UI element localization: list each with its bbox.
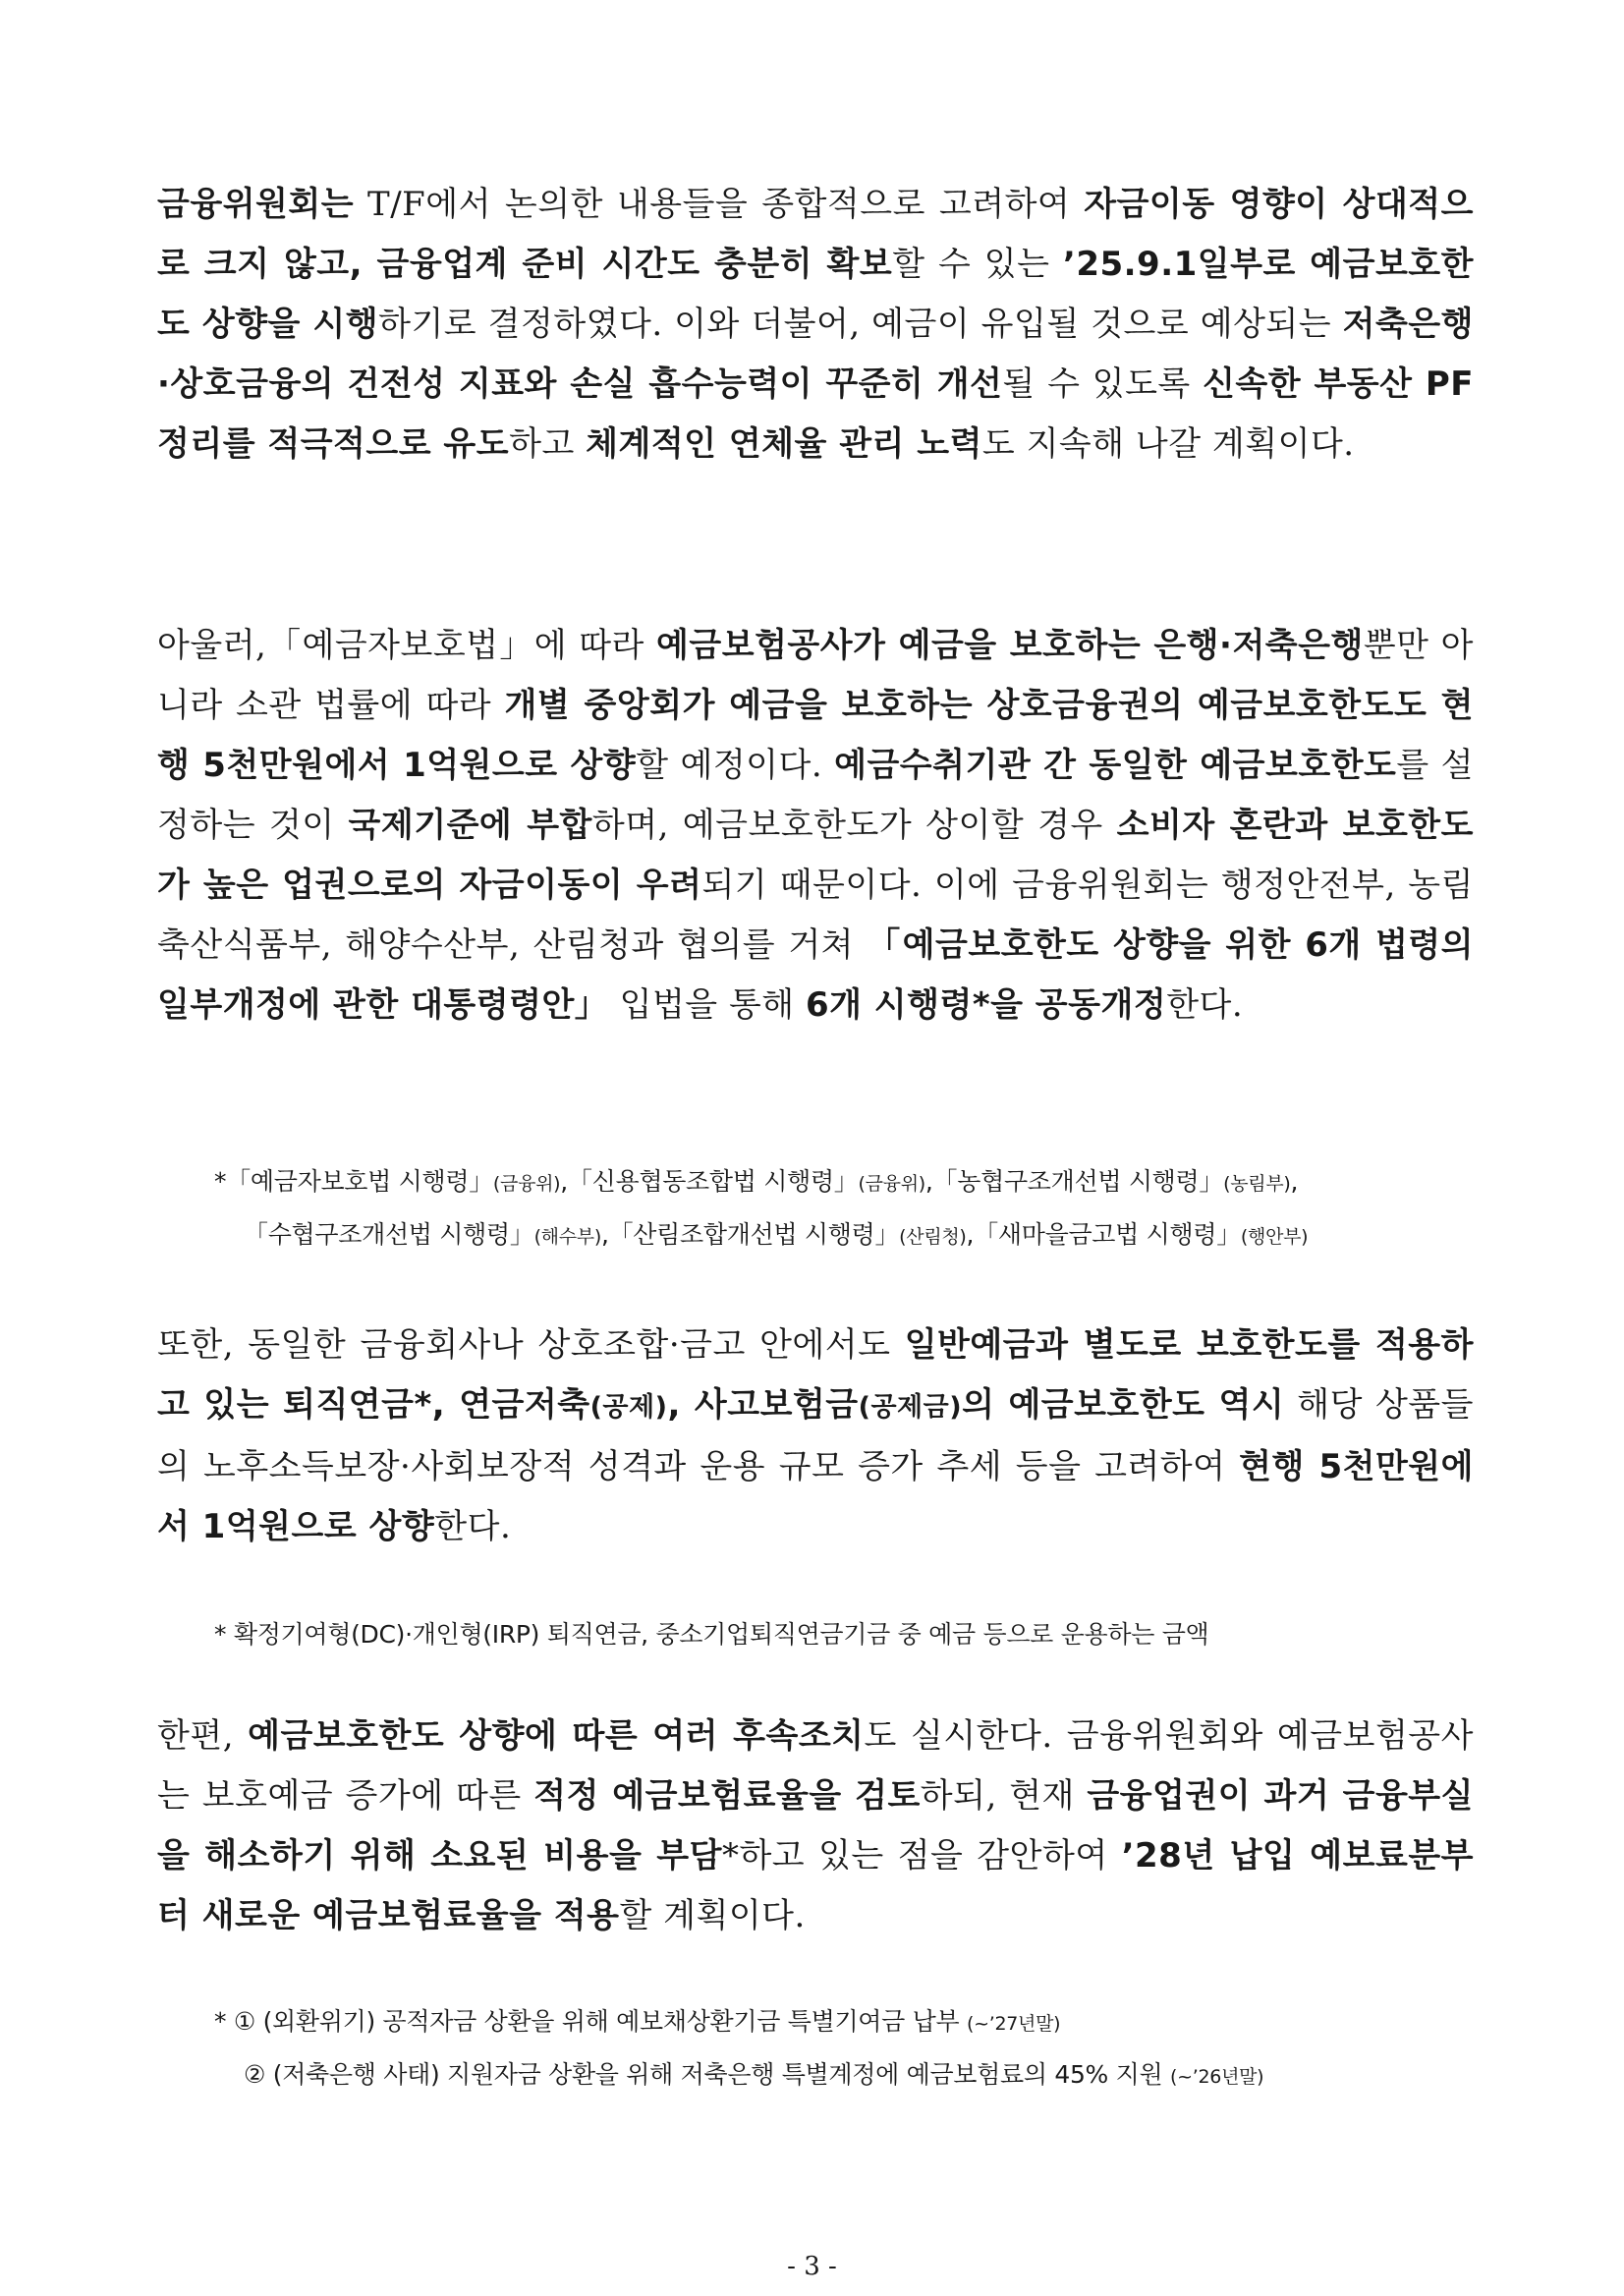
text-bold: 체계적인 연체율 관리 노력 <box>586 424 982 464</box>
paragraph-follow-up <box>157 1707 1474 1946</box>
note-small: (금융위) <box>858 1173 925 1195</box>
text: 하고 <box>509 424 587 464</box>
text-bold: 자금이동 영향이 상대적으로 크지 않고, 금융업계 준비 시간도 충분히 확보 <box>157 185 1474 284</box>
text-bold: 일반예금과 별도로 보호한도를 적용하고 있는 퇴직연금*, 연금저축 <box>157 1325 1474 1425</box>
note-text: *「예금자보호법 시행령」 <box>214 1167 493 1196</box>
text-bold: 소비자 혼란과 보호한도가 높은 업권으로의 자금이동이 우려 <box>157 806 1474 905</box>
text-bold: ’25.9.1일부로 예금보호한도 상향을 시행 <box>157 245 1474 344</box>
note-text: ② (저축은행 사태) 지원자금 상환을 위해 저축은행 특별계정에 예금보험료의 45% 지원 <box>244 2060 1171 2089</box>
text: 또한, 동일한 금융회사나 상호조합·금고 안에서도 <box>157 1325 905 1365</box>
text-bold: , 사고보험금 <box>667 1385 859 1425</box>
paragraph-implementation-date <box>157 175 1474 475</box>
text: 입법을 통해 <box>608 985 806 1025</box>
text: 하기로 결정하였다. 이와 더불어, 예금이 유입될 것으로 예상되는 <box>378 305 1343 344</box>
note-small: (~’27년말) <box>967 2013 1061 2035</box>
text: 도 지속해 나갈 계획이다. <box>981 424 1355 464</box>
footnote-burden <box>214 1996 1482 2102</box>
text-bold: 개별 중앙회가 예금을 보호하는 상호금융권의 예금보호한도도 현행 5천만원에서 1억원으로 상향 <box>157 686 1475 785</box>
text: 한다. <box>434 1507 512 1546</box>
footnote-line <box>214 1996 1482 2049</box>
text-bold: 「예금보호한도 상향을 위한 6개 법령의 일부개정에 관한 대통령령안」 <box>157 925 1474 1025</box>
note-text: 「수협구조개선법 시행령」 <box>244 1220 534 1249</box>
note-text: * ① (외환위기) 공적자금 상환을 위해 예보채상환기금 특별기여금 납부 <box>214 2007 967 2036</box>
text: 뿐만 아니라 소관 법률에 따라 <box>157 626 1474 725</box>
text-bold: ’28년 납입 예보료분부터 새로운 예금보험료율을 적용 <box>157 1836 1475 1935</box>
text-bold: 저축은행·상호금융의 건전성 지표와 손실 흡수능력이 꾸준히 개선 <box>157 305 1474 404</box>
paragraph-pension-limit <box>157 1316 1474 1557</box>
text-bold: 적정 예금보험료율을 검토 <box>533 1776 921 1816</box>
text-bold-small: (공제금) <box>858 1392 963 1423</box>
text-bold: 금융업권이 과거 금융부실을 해소하기 위해 소요된 비용을 부담 <box>157 1776 1474 1876</box>
text-bold: 국제기준에 부합 <box>348 806 592 845</box>
text: 할 예정이다. <box>636 746 835 785</box>
text-bold-small: (공제) <box>589 1392 668 1423</box>
text: 아울러,「예금자보호법」에 따라 <box>157 626 657 665</box>
page-number: - 3 - <box>787 2252 837 2281</box>
text-bold: 6개 시행령*을 공동개정 <box>805 985 1167 1025</box>
note-small: (해수부) <box>533 1226 601 1248</box>
note-text: ,「농협구조개선법 시행령」 <box>924 1167 1224 1196</box>
footnote-line <box>214 1209 1482 1262</box>
note-small: (농림부) <box>1223 1173 1291 1195</box>
text: *하고 있는 점을 감안하여 <box>721 1836 1122 1876</box>
text: 도 실시한다. 금융위원회와 예금보험공사는 보호예금 증가에 따른 <box>157 1716 1474 1816</box>
text-bold: 현행 5천만원에서 1억원으로 상향 <box>157 1447 1474 1546</box>
text-bold: 신속한 부동산 PF 정리를 적극적으로 유도 <box>157 364 1474 464</box>
note-small: (행안부) <box>1240 1226 1309 1248</box>
text: 할 계획이다. <box>619 1896 806 1935</box>
text: 될 수 있도록 <box>1002 364 1204 404</box>
footnote-line <box>214 1156 1482 1209</box>
text: 한다. <box>1166 985 1244 1025</box>
text: 한편, <box>157 1716 249 1756</box>
text: 하되, 현재 <box>920 1776 1088 1816</box>
paragraph-mutual-finance <box>157 616 1474 1036</box>
text-bold: 예금보험공사가 예금을 보호하는 은행·저축은행 <box>656 626 1364 665</box>
text-bold: 의 예금보호한도 역시 <box>962 1385 1285 1425</box>
text: 할 수 있는 <box>892 245 1063 284</box>
text-bold: 금융위원회는 <box>157 185 355 224</box>
note-text: ,「새마을금고법 시행령」 <box>966 1220 1241 1249</box>
footnote-pension <box>214 1609 1482 1660</box>
text-bold: 예금보호한도 상향에 따른 여러 후속조치 <box>248 1716 865 1756</box>
note-text: ,「산림조합개선법 시행령」 <box>600 1220 900 1249</box>
note-small: (~’26년말) <box>1170 2066 1264 2088</box>
text-bold: 예금수취기관 간 동일한 예금보호한도 <box>834 746 1397 785</box>
text: 해당 상품들의 노후소득보장·사회보장적 성격과 운용 규모 증가 추세 등을 고려하여 <box>157 1385 1474 1486</box>
footnote-decrees <box>214 1156 1482 1262</box>
note-text: * 확정기여형(DC)·개인형(IRP) 퇴직연금, 중소기업퇴직연금기금 중 예금 등으로 운용하는 금액 <box>214 1620 1209 1649</box>
text: T/F에서 논의한 내용들을 종합적으로 고려하여 <box>354 185 1085 224</box>
note-small: (금융위) <box>492 1173 561 1195</box>
note-text: , <box>1290 1167 1299 1196</box>
footnote-line <box>214 2049 1482 2102</box>
text: 하며, 예금보호한도가 상이할 경우 <box>591 806 1117 845</box>
text: 를 설정하는 것이 <box>157 746 1474 845</box>
note-small: (산림청) <box>899 1226 967 1248</box>
text: 되기 때문이다. 이에 금융위원회는 행정안전부, 농림축산식품부, 해양수산부, 산림청과 협의를 거쳐 <box>157 866 1474 965</box>
note-text: ,「신용협동조합법 시행령」 <box>560 1167 859 1196</box>
